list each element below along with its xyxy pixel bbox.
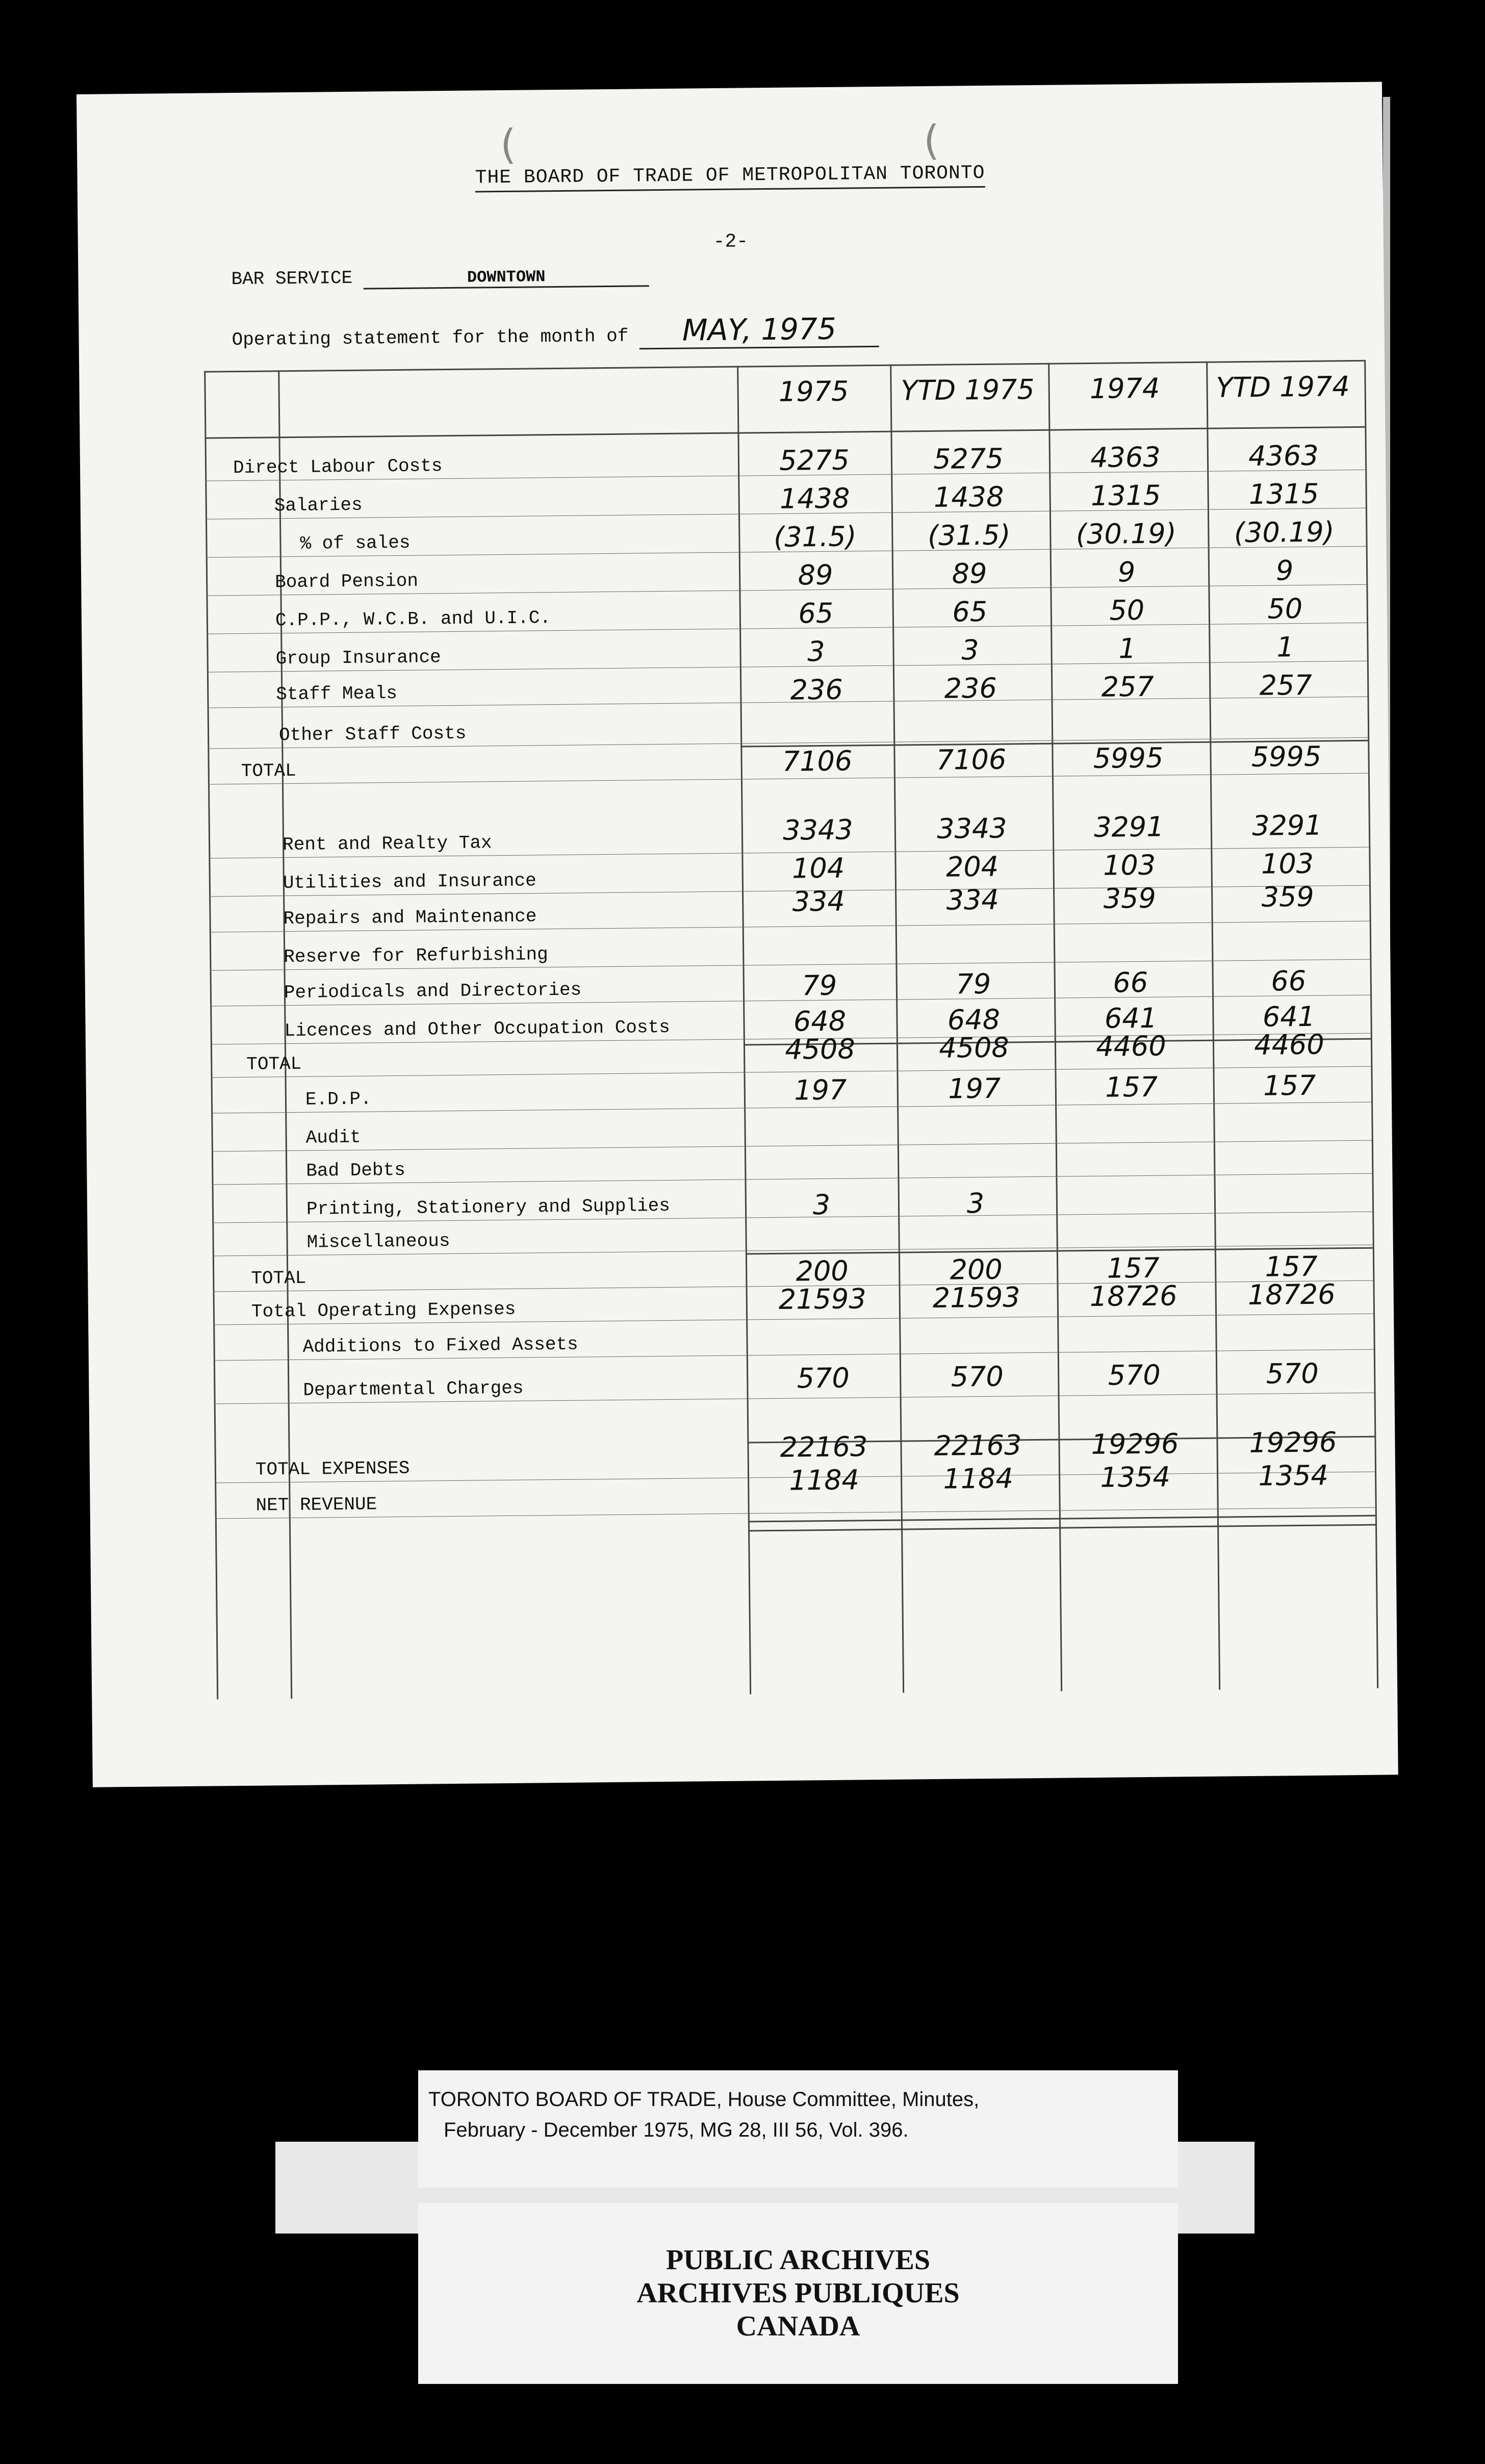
row-value: 570 [951, 1360, 1004, 1393]
row-value: 9 [1117, 556, 1136, 588]
row-value: 4508 [939, 1031, 1010, 1064]
total-rule [748, 1515, 1375, 1523]
row-value: 65 [798, 597, 834, 630]
table-row-rule [212, 1140, 1372, 1152]
row-value: 157 [1263, 1069, 1316, 1102]
row-value: 21593 [778, 1282, 866, 1316]
page-number: -2- [713, 230, 749, 253]
row-value: 334 [946, 883, 1000, 916]
row-label: Periodicals and Directories [284, 979, 582, 1004]
row-value: 1354 [1100, 1460, 1171, 1494]
row-label: Direct Labour Costs [233, 455, 443, 479]
row-value [899, 1146, 1052, 1147]
row-label: Reserve for Refurbishing [284, 944, 548, 968]
row-value: 3291 [1251, 809, 1322, 842]
stamp-line-2: ARCHIVES PUBLIQUES [636, 2277, 960, 2309]
row-value: 7106 [936, 743, 1007, 776]
row-value: 1184 [943, 1462, 1014, 1495]
row-value: 4460 [1095, 1030, 1167, 1063]
row-value: 157 [1105, 1070, 1158, 1103]
row-value: 19296 [1091, 1427, 1179, 1461]
row-value: 359 [1103, 882, 1157, 915]
row-value: 79 [802, 969, 837, 1002]
row-label: TOTAL EXPENSES [255, 1457, 410, 1480]
statement-label: Operating statement for the month of [232, 325, 629, 351]
row-value [1213, 1110, 1366, 1111]
row-value: 5275 [779, 444, 850, 477]
row-value: 19296 [1249, 1426, 1337, 1459]
row-label: Additions to Fixed Assets [302, 1333, 578, 1357]
row-value: (31.5) [927, 519, 1011, 552]
table-header-rule [204, 426, 1365, 439]
row-label: C.P.P., W.C.B. and U.I.C. [275, 607, 551, 631]
row-value: 236 [790, 673, 843, 706]
row-label: Utilities and Insurance [283, 870, 536, 894]
row-value: 3291 [1093, 810, 1164, 843]
row-value [1054, 925, 1207, 927]
caption-line-2: February - December 1975, MG 28, III 56, Vol. 396. [444, 2119, 909, 2141]
row-value: 50 [1267, 592, 1303, 625]
archive-stamp [418, 2203, 1178, 2384]
row-value: 641 [1104, 1002, 1158, 1035]
row-value: 104 [791, 852, 845, 885]
service-value: DOWNTOWN [364, 266, 649, 289]
row-label: Audit [305, 1126, 361, 1148]
row-value [1214, 1224, 1367, 1226]
row-value [894, 712, 1047, 714]
row-value: (30.19) [1076, 517, 1177, 551]
row-value: 359 [1261, 880, 1315, 913]
row-value: 1438 [933, 480, 1004, 514]
row-value: 50 [1109, 594, 1145, 627]
row-value: 570 [1266, 1357, 1319, 1390]
row-value: 89 [798, 558, 833, 592]
row-label: Licences and Other Occupation Costs [284, 1016, 670, 1042]
row-value: 103 [1261, 847, 1314, 880]
row-label: E.D.P. [305, 1088, 372, 1110]
row-value: 200 [950, 1253, 1003, 1286]
row-value: 257 [1101, 670, 1155, 703]
row-value [1056, 1185, 1209, 1187]
column-header: 1974 [1089, 372, 1160, 405]
row-value [1056, 1226, 1209, 1227]
row-value [1214, 1143, 1367, 1144]
row-value [900, 1319, 1053, 1321]
row-value [1215, 1316, 1368, 1318]
row-label: Repairs and Maintenance [283, 906, 537, 930]
binder-ring-right: ( [923, 116, 940, 165]
row-value: 5995 [1093, 741, 1164, 775]
row-value: 89 [952, 557, 987, 590]
row-value: 3 [961, 634, 980, 666]
row-label: Other Staff Costs [278, 723, 467, 746]
row-value [1210, 709, 1363, 711]
row-value: 22163 [934, 1429, 1022, 1462]
row-value: 236 [944, 672, 997, 705]
row-value: 157 [1107, 1251, 1160, 1285]
row-value: 4460 [1253, 1028, 1325, 1061]
row-value: 3 [807, 635, 826, 668]
row-value: 21593 [932, 1281, 1020, 1314]
document-page [76, 82, 1398, 1787]
row-value: 9 [1275, 554, 1294, 587]
row-value [1056, 1144, 1209, 1146]
row-label: TOTAL [241, 760, 296, 782]
row-value: 641 [1262, 1000, 1316, 1033]
total-rule [748, 1524, 1375, 1532]
row-value [1055, 1111, 1208, 1113]
row-label: Bad Debts [306, 1159, 405, 1182]
row-value: 3 [966, 1187, 985, 1220]
row-label: Group Insurance [275, 647, 441, 670]
row-value: 157 [1265, 1250, 1318, 1283]
row-value: 18726 [1089, 1279, 1177, 1313]
row-value: 4363 [1090, 441, 1161, 474]
row-value: 1315 [1248, 477, 1319, 510]
row-value [1212, 923, 1365, 925]
row-value: 3343 [782, 813, 853, 846]
row-value: 79 [956, 967, 991, 1000]
row-value: 4508 [785, 1033, 856, 1066]
row-value: 3 [812, 1188, 831, 1221]
row-value: 200 [796, 1254, 849, 1288]
row-value: 570 [797, 1362, 850, 1395]
service-line [231, 265, 649, 291]
column-header: YTD 1974 [1216, 370, 1350, 404]
row-value [897, 927, 1049, 928]
row-value: 257 [1259, 669, 1313, 702]
column-header: YTD 1975 [901, 373, 1035, 407]
stamp-line-1: PUBLIC ARCHIVES [665, 2244, 931, 2276]
row-value [746, 1321, 899, 1322]
table-column-rule [204, 371, 218, 1700]
row-value: 334 [792, 885, 846, 918]
row-value: 648 [947, 1003, 1001, 1036]
row-label: Departmental Charges [303, 1377, 524, 1401]
organization-title: THE BOARD OF TRADE OF METROPOLITAN TORONTO [77, 158, 1382, 193]
row-value: (30.19) [1234, 516, 1335, 549]
stamp-line-3: CANADA [736, 2311, 860, 2342]
row-value: 66 [1113, 966, 1148, 999]
row-value: (31.5) [773, 520, 857, 553]
row-value: 1 [1118, 632, 1137, 665]
row-label: Total Operating Expenses [251, 1298, 516, 1322]
row-value [898, 1113, 1051, 1114]
row-value: 1184 [789, 1464, 860, 1497]
row-value: 570 [1108, 1358, 1161, 1392]
row-value: 7106 [782, 745, 853, 778]
row-value: 1438 [779, 482, 850, 515]
table-top-rule [204, 360, 1364, 373]
row-value: 22163 [780, 1430, 868, 1464]
row-label: Rent and Realty Tax [282, 832, 492, 856]
row-value [742, 928, 895, 930]
row-value: 1315 [1090, 479, 1161, 512]
row-value [1214, 1184, 1367, 1185]
row-value [1052, 711, 1205, 712]
row-label: NET REVENUE [255, 1494, 377, 1516]
row-value: 5275 [933, 442, 1004, 475]
row-value: 648 [793, 1005, 847, 1038]
row-label: Miscellaneous [306, 1230, 450, 1253]
row-value: 5995 [1251, 740, 1322, 773]
row-value: 66 [1271, 964, 1307, 997]
row-value [1057, 1318, 1210, 1319]
row-label: Staff Meals [276, 683, 398, 705]
row-value: 204 [945, 850, 999, 883]
archive-caption [418, 2070, 1178, 2188]
row-value: 4363 [1248, 439, 1319, 472]
row-value: 103 [1103, 849, 1156, 882]
row-label: TOTAL [251, 1267, 306, 1289]
row-label: Printing, Stationery and Supplies [306, 1195, 671, 1220]
column-header: 1975 [778, 375, 849, 408]
row-value: 197 [948, 1072, 1001, 1105]
row-label: Salaries [274, 494, 363, 517]
row-label: % of sales [300, 532, 411, 554]
row-value: 1 [1276, 631, 1294, 663]
row-value: 65 [952, 595, 988, 628]
row-value [745, 1147, 898, 1149]
caption-line-1: TORONTO BOARD OF TRADE, House Committee, Minutes, [428, 2088, 980, 2111]
row-value: 197 [793, 1073, 847, 1107]
row-label: Board Pension [275, 570, 419, 593]
row-value [745, 1229, 898, 1230]
row-value: 1354 [1258, 1459, 1329, 1492]
row-value: 18726 [1247, 1278, 1336, 1312]
row-value: 3343 [936, 812, 1007, 845]
binder-ring-left: ( [500, 120, 517, 169]
row-value [744, 1114, 897, 1116]
row-value [740, 714, 893, 715]
row-value [899, 1227, 1052, 1229]
service-label: BAR SERVICE [231, 267, 353, 290]
statement-line [232, 311, 879, 353]
row-label: TOTAL [246, 1053, 302, 1075]
statement-month: MAY, 1975 [639, 311, 880, 350]
